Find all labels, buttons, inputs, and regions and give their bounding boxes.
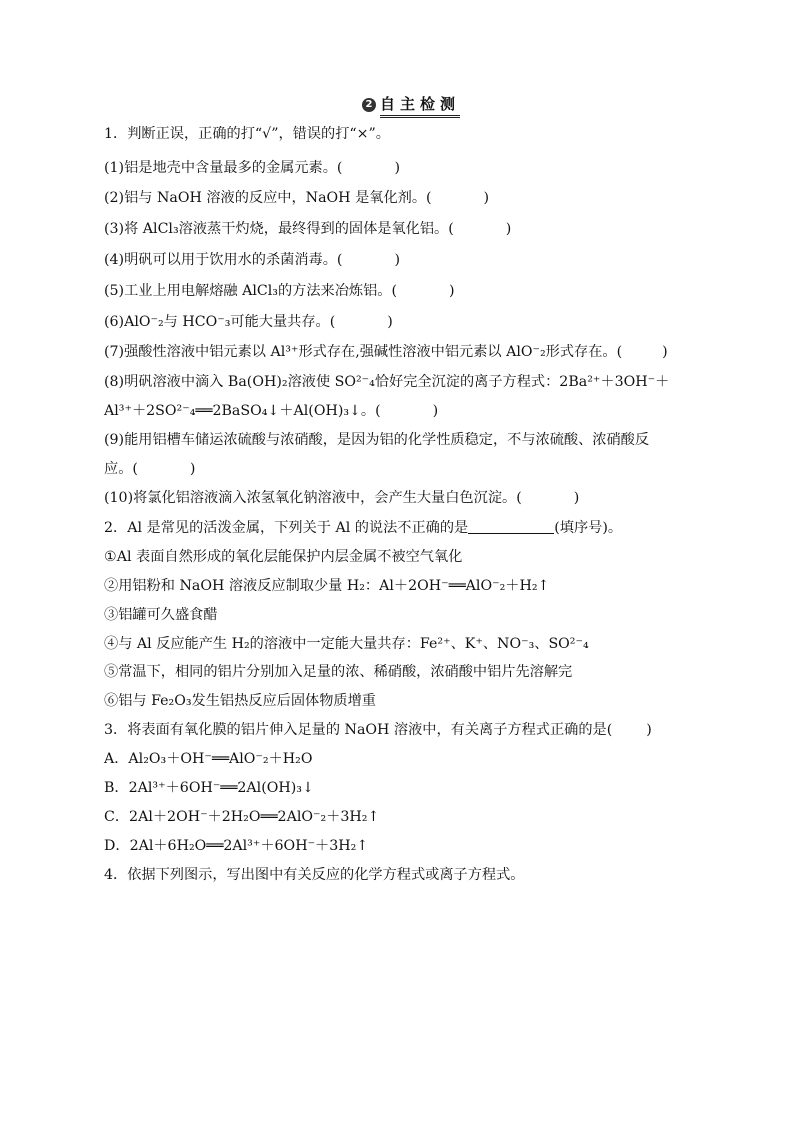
- q2-option-4: ④与 Al 反应能产生 H₂的溶液中一定能大量共存：Fe²⁺、K⁺、NO⁻₃、SO²⁻₄: [104, 636, 589, 652]
- paren-close: ): [483, 190, 490, 206]
- q1-item-3: [104, 220, 511, 238]
- q1-item-1: [104, 159, 400, 177]
- q1-item-text: (5)工业上用电解熔融 AlCl₃的方法来冶炼铝。(: [104, 283, 398, 299]
- q1-item-4: [104, 251, 400, 269]
- q1-item-text: (1)铝是地壳中含量最多的金属元素。(: [104, 160, 343, 176]
- q3-option-d: D．2Al＋6H₂O══2Al³⁺＋6OH⁻＋3H₂↑: [104, 838, 369, 854]
- q1-item-8-line-1: (8)明矾溶液中滴入 Ba(OH)₂溶液使 SO²⁻₄恰好完全沉淀的离子方程式：2Ba²⁺＋3OH⁻＋: [104, 374, 670, 390]
- q2-option-5: ⑤常温下，相同的铝片分别加入足量的浓、稀硝酸，浓硝酸中铝片先溶解完: [104, 664, 573, 680]
- q1-item-7: [104, 343, 668, 361]
- q3-option-c: C．2Al＋2OH⁻＋2H₂O══2AlO⁻₂＋3H₂↑: [104, 809, 380, 825]
- question-2-stem: [104, 519, 622, 537]
- question-3-stem: [104, 721, 652, 739]
- question-4-stem: 4．依据下列图示，写出图中有关反应的化学方程式或离子方程式。: [104, 867, 525, 883]
- fill-in-blank[interactable]: [468, 519, 554, 534]
- paren-close: ): [573, 490, 580, 506]
- q1-item-text: (2)铝与 NaOH 溶液的反应中，NaOH 是氧化剂。(: [104, 190, 432, 206]
- question-1-stem: 1．判断正误，正确的打“√”，错误的打“×”。: [104, 126, 390, 142]
- paren-close: ): [432, 403, 439, 419]
- q1-item-2: [104, 189, 489, 207]
- q1-item-8-line-2: [104, 402, 438, 420]
- paren-close: ): [505, 221, 512, 237]
- q1-item-text: (7)强酸性溶液中铝元素以 Al³⁺形式存在,强碱性溶液中铝元素以 AlO⁻₂形式存在。(: [104, 344, 623, 360]
- q3-stem-text: 3．将表面有氧化膜的铝片伸入足量的 NaOH 溶液中，有关离子方程式正确的是(: [104, 722, 613, 738]
- q2-stem-text: 2．Al 是常见的活泼金属，下列关于 Al 的说法不正确的是: [104, 520, 469, 536]
- q1-item-text: (4)明矾可以用于饮用水的杀菌消毒。(: [104, 252, 343, 268]
- paren-close: ): [189, 461, 196, 477]
- q1-item-6: [104, 313, 393, 331]
- q1-item-9-line-2: [104, 460, 195, 478]
- q3-option-a: A．Al₂O₃＋OH⁻══AlO⁻₂＋H₂O: [104, 751, 313, 767]
- paren-close: ): [646, 722, 652, 738]
- paren-close: ): [449, 283, 455, 299]
- q1-item-10: [104, 489, 579, 507]
- q2-option-3: ③铝罐可久盛食醋: [104, 607, 218, 623]
- paren-close: ): [394, 252, 400, 268]
- q1-item-text: 应。(: [104, 461, 138, 477]
- q2-stem-suffix: (填序号)。: [554, 520, 623, 536]
- section-number-icon: 2: [362, 98, 376, 112]
- q2-option-2: ②用铝粉和 NaOH 溶液反应制取少量 H₂：Al＋2OH⁻══AlO⁻₂＋H₂↑: [104, 578, 550, 594]
- paren-close: ): [662, 344, 668, 360]
- q3-option-b: B．2Al³⁺＋6OH⁻══2Al(OH)₃↓: [104, 780, 314, 796]
- q1-item-text: Al³⁺＋2SO²⁻₄══2BaSO₄↓＋Al(OH)₃↓。(: [104, 403, 381, 419]
- q2-option-1: ①Al 表面自然形成的氧化层能保护内层金属不被空气氧化: [104, 549, 463, 565]
- paren-close: ): [387, 314, 393, 330]
- q1-item-text: (6)AlO⁻₂与 HCO⁻₃可能大量共存。(: [104, 314, 336, 330]
- section-heading: [362, 95, 460, 115]
- q2-option-6: ⑥铝与 Fe₂O₃发生铝热反应后固体物质增重: [104, 693, 376, 709]
- paren-close: ): [394, 160, 400, 176]
- section-title: 自主检测: [380, 93, 460, 118]
- q1-item-text: (3)将 AlCl₃溶液蒸干灼烧，最终得到的固体是氧化铝。(: [104, 221, 454, 237]
- q1-item-9-line-1: (9)能用铝槽车储运浓硫酸与浓硝酸，是因为铝的化学性质稳定，不与浓硫酸、浓硝酸反: [104, 432, 650, 448]
- q1-item-text: (10)将氯化铝溶液滴入浓氢氧化钠溶液中，会产生大量白色沉淀。(: [104, 490, 522, 506]
- q1-item-5: [104, 282, 455, 300]
